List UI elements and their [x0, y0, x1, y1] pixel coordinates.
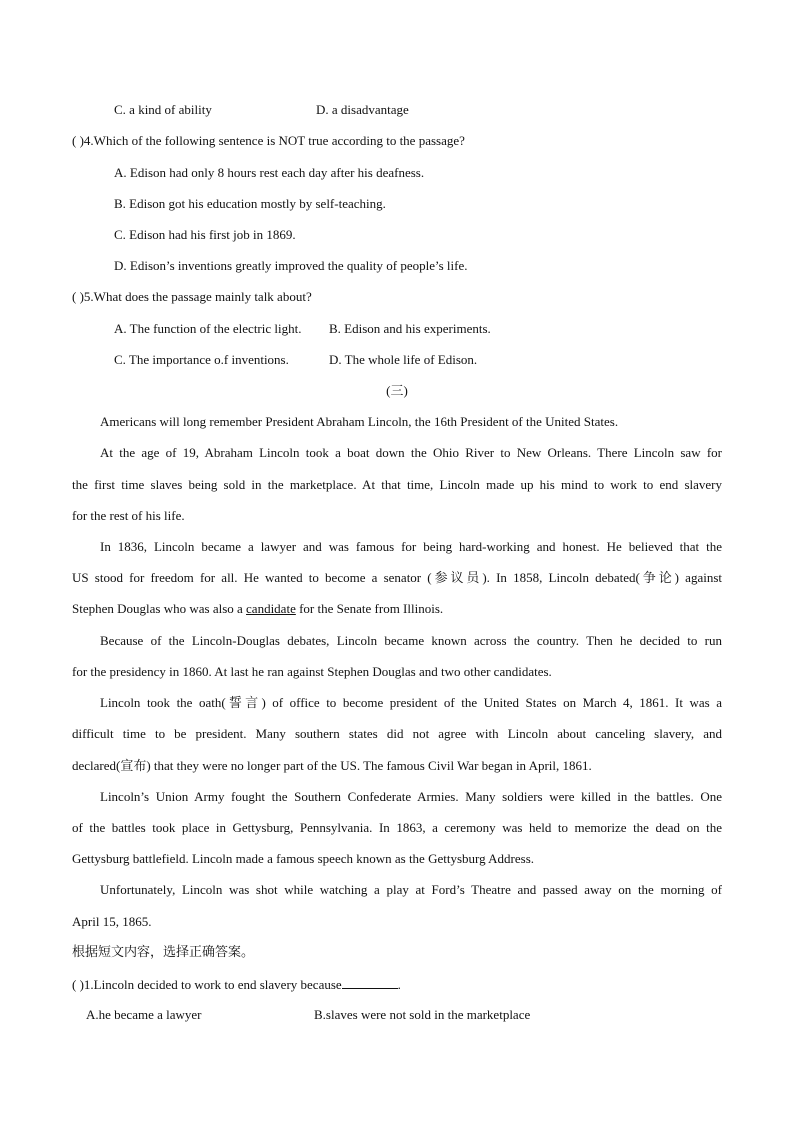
passage-paragraph-4-line-2: for the presidency in 1860. At last he ran against Stephen Douglas and two other candidates. [72, 664, 552, 679]
q4-option-a: A. Edison had only 8 hours rest each day after his deafness. [114, 165, 425, 180]
passage-paragraph-1: Americans will long remember President Abraham Lincoln, the 16th President of the United States. [100, 414, 619, 429]
passage-paragraph-6-line-1: Lincoln’s Union Army fought the Southern Confederate Armies. Many soldiers were killed in the battles. One [100, 789, 722, 804]
section-heading: (三) [386, 383, 408, 398]
q4-option-c: C. Edison had his first job in 1869. [114, 227, 296, 242]
answer-bracket[interactable]: ( ) [72, 977, 84, 992]
passage-paragraph-2-line-1: At the age of 19, Abraham Lincoln took a boat down the Ohio River to New Orleans. There Lincoln saw for [100, 445, 722, 460]
passage-text: for the Senate from Illinois. [295, 601, 444, 616]
passage-paragraph-5-line-3: declared(宣布) that they were no longer part of the US. The famous Civil War began in April, 1861. [72, 758, 592, 773]
passage-paragraph-7-line-2: April 15, 1865. [72, 914, 152, 929]
answer-bracket[interactable]: ( ) [72, 133, 84, 148]
answer-blank[interactable] [342, 976, 398, 989]
b1-option-b: B.slaves were not sold in the marketplace [314, 1007, 531, 1022]
q4-stem: 4.Which of the following sentence is NOT true according to the passage? [83, 133, 465, 148]
passage-paragraph-6-line-2: of the battles took place in Gettysburg, Pennsylvania. In 1863, a ceremony was held to memorize the dead on the [72, 820, 722, 835]
passage-paragraph-2-line-2: the first time slaves being sold in the marketplace. At that time, Lincoln made up his mind to work to end slavery [72, 477, 722, 492]
b1-option-a: A.he became a lawyer [86, 1007, 202, 1022]
q5-option-d: D. The whole life of Edison. [329, 352, 478, 367]
q4-option-b: B. Edison got his education mostly by self-teaching. [114, 196, 386, 211]
b1-stem-line [72, 976, 401, 993]
passage-paragraph-6-line-3: Gettysburg battlefield. Lincoln made a famous speech known as the Gettysburg Address. [72, 851, 535, 866]
b1-stem-tail: . [397, 977, 401, 992]
q5-option-c: C. The importance o.f inventions. [114, 352, 289, 367]
passage-paragraph-4-line-1: Because of the Lincoln-Douglas debates, Lincoln became known across the country. Then he decided to run [100, 633, 722, 648]
b1-stem: 1.Lincoln decided to work to end slavery because [83, 977, 342, 992]
q5-stem: 5.What does the passage mainly talk about? [83, 289, 312, 304]
passage-paragraph-3-line-2: US stood for freedom for all. He wanted to become a senator (参议员). In 1858, Lincoln debated(争论) against [72, 570, 722, 585]
passage-paragraph-5-line-2: difficult time to be president. Many southern states did not agree with Lincoln about canceling slavery, and [72, 726, 722, 741]
q4-stem-line [72, 133, 465, 149]
q5-option-b: B. Edison and his experiments. [329, 321, 491, 336]
passage-text: Stephen Douglas who was also a [72, 601, 247, 616]
q3-option-d: D. a disadvantage [316, 102, 409, 117]
q5-option-a: A. The function of the electric light. [114, 321, 302, 336]
passage-paragraph-3-line-1: In 1836, Lincoln became a lawyer and was famous for being hard-working and honest. He believed that the [100, 539, 722, 554]
passage-paragraph-2-line-3: for the rest of his life. [72, 508, 185, 523]
passage-paragraph-5-line-1: Lincoln took the oath(誓言) of office to become president of the United States on March 4, 1861. It was a [100, 695, 722, 710]
q3-option-c: C. a kind of ability [114, 102, 212, 117]
q4-option-d: D. Edison’s inventions greatly improved the quality of people’s life. [114, 258, 468, 273]
q5-stem-line [72, 289, 312, 305]
instruction-text: 根据短文内容，选择正确答案。 [72, 945, 255, 960]
passage-paragraph-7-line-1: Unfortunately, Lincoln was shot while watching a play at Ford’s Theatre and passed away on the morning of [100, 882, 722, 897]
passage-paragraph-3-line-3 [72, 601, 443, 617]
underlined-word: candidate [246, 601, 296, 616]
answer-bracket[interactable]: ( ) [72, 289, 84, 304]
